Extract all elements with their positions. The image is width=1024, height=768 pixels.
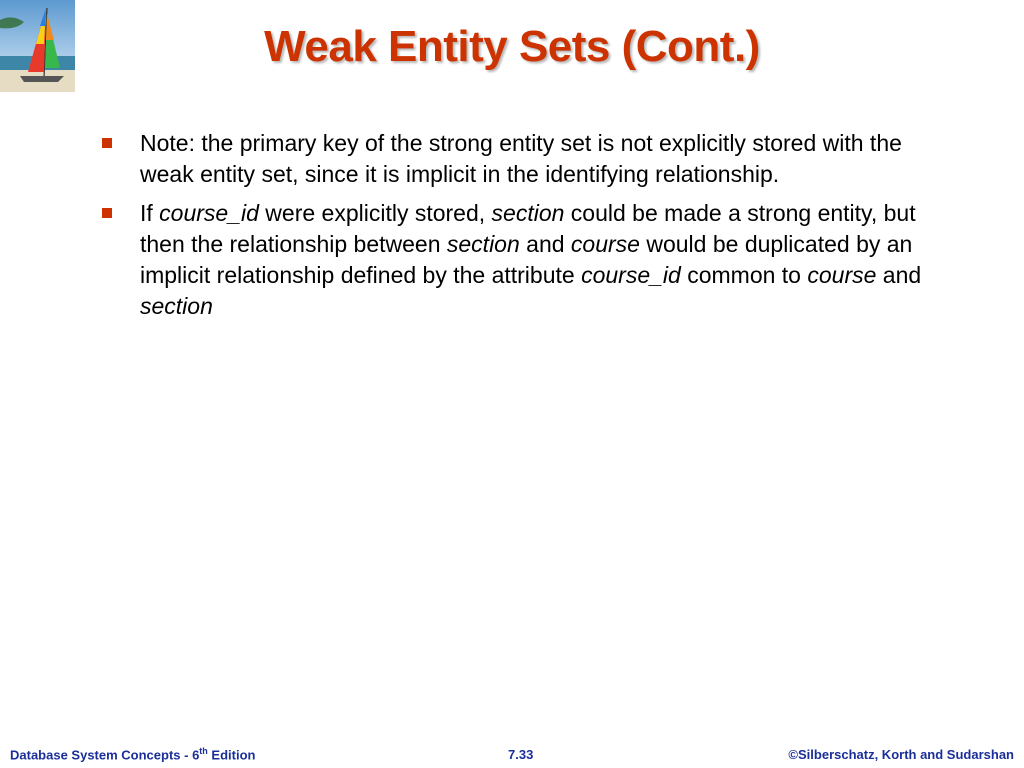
footer-copyright: ©Silberschatz, Korth and Sudarshan — [788, 747, 1014, 762]
bullet-text-italic: course — [570, 231, 640, 257]
bullet-text: and — [519, 231, 571, 257]
slide-title: Weak Entity Sets (Cont.) — [264, 22, 760, 71]
footer-book-title-text: Database System Concepts - 6 — [10, 747, 200, 762]
bullet-list — [102, 128, 922, 330]
footer-page-number: 7.33 — [508, 747, 534, 762]
square-bullet-icon — [102, 138, 112, 148]
footer-edition-suffix: Edition — [207, 747, 256, 762]
bullet-text: common to — [680, 262, 808, 288]
bullet-text-italic: course_id — [581, 262, 681, 288]
bullet-text-italic: course_id — [159, 200, 259, 226]
bullet-text-italic: section — [491, 200, 565, 226]
bullet-text: were explicitly stored, — [258, 200, 492, 226]
bullet-text: could be made a strong entity, but then the relationship between — [140, 200, 916, 257]
bullet-item — [102, 198, 922, 322]
bullet-text: and — [876, 262, 922, 288]
footer-edition-superscript: th — [199, 745, 208, 756]
bullet-item — [102, 128, 922, 190]
bullet-text: would be duplicated by an implicit relationship defined by the attribute — [140, 231, 913, 288]
bullet-text: Note: the primary key of the strong entity set is not explicitly stored with the weak entity set, since it is implicit in the identifying relationship. — [140, 130, 902, 187]
footer-book-title — [10, 746, 255, 762]
bullet-text-italic: section — [140, 293, 213, 319]
bullet-text: If — [140, 200, 160, 226]
bullet-text-italic: section — [446, 231, 520, 257]
bullet-text-italic: course — [807, 262, 877, 288]
square-bullet-icon — [102, 208, 112, 218]
